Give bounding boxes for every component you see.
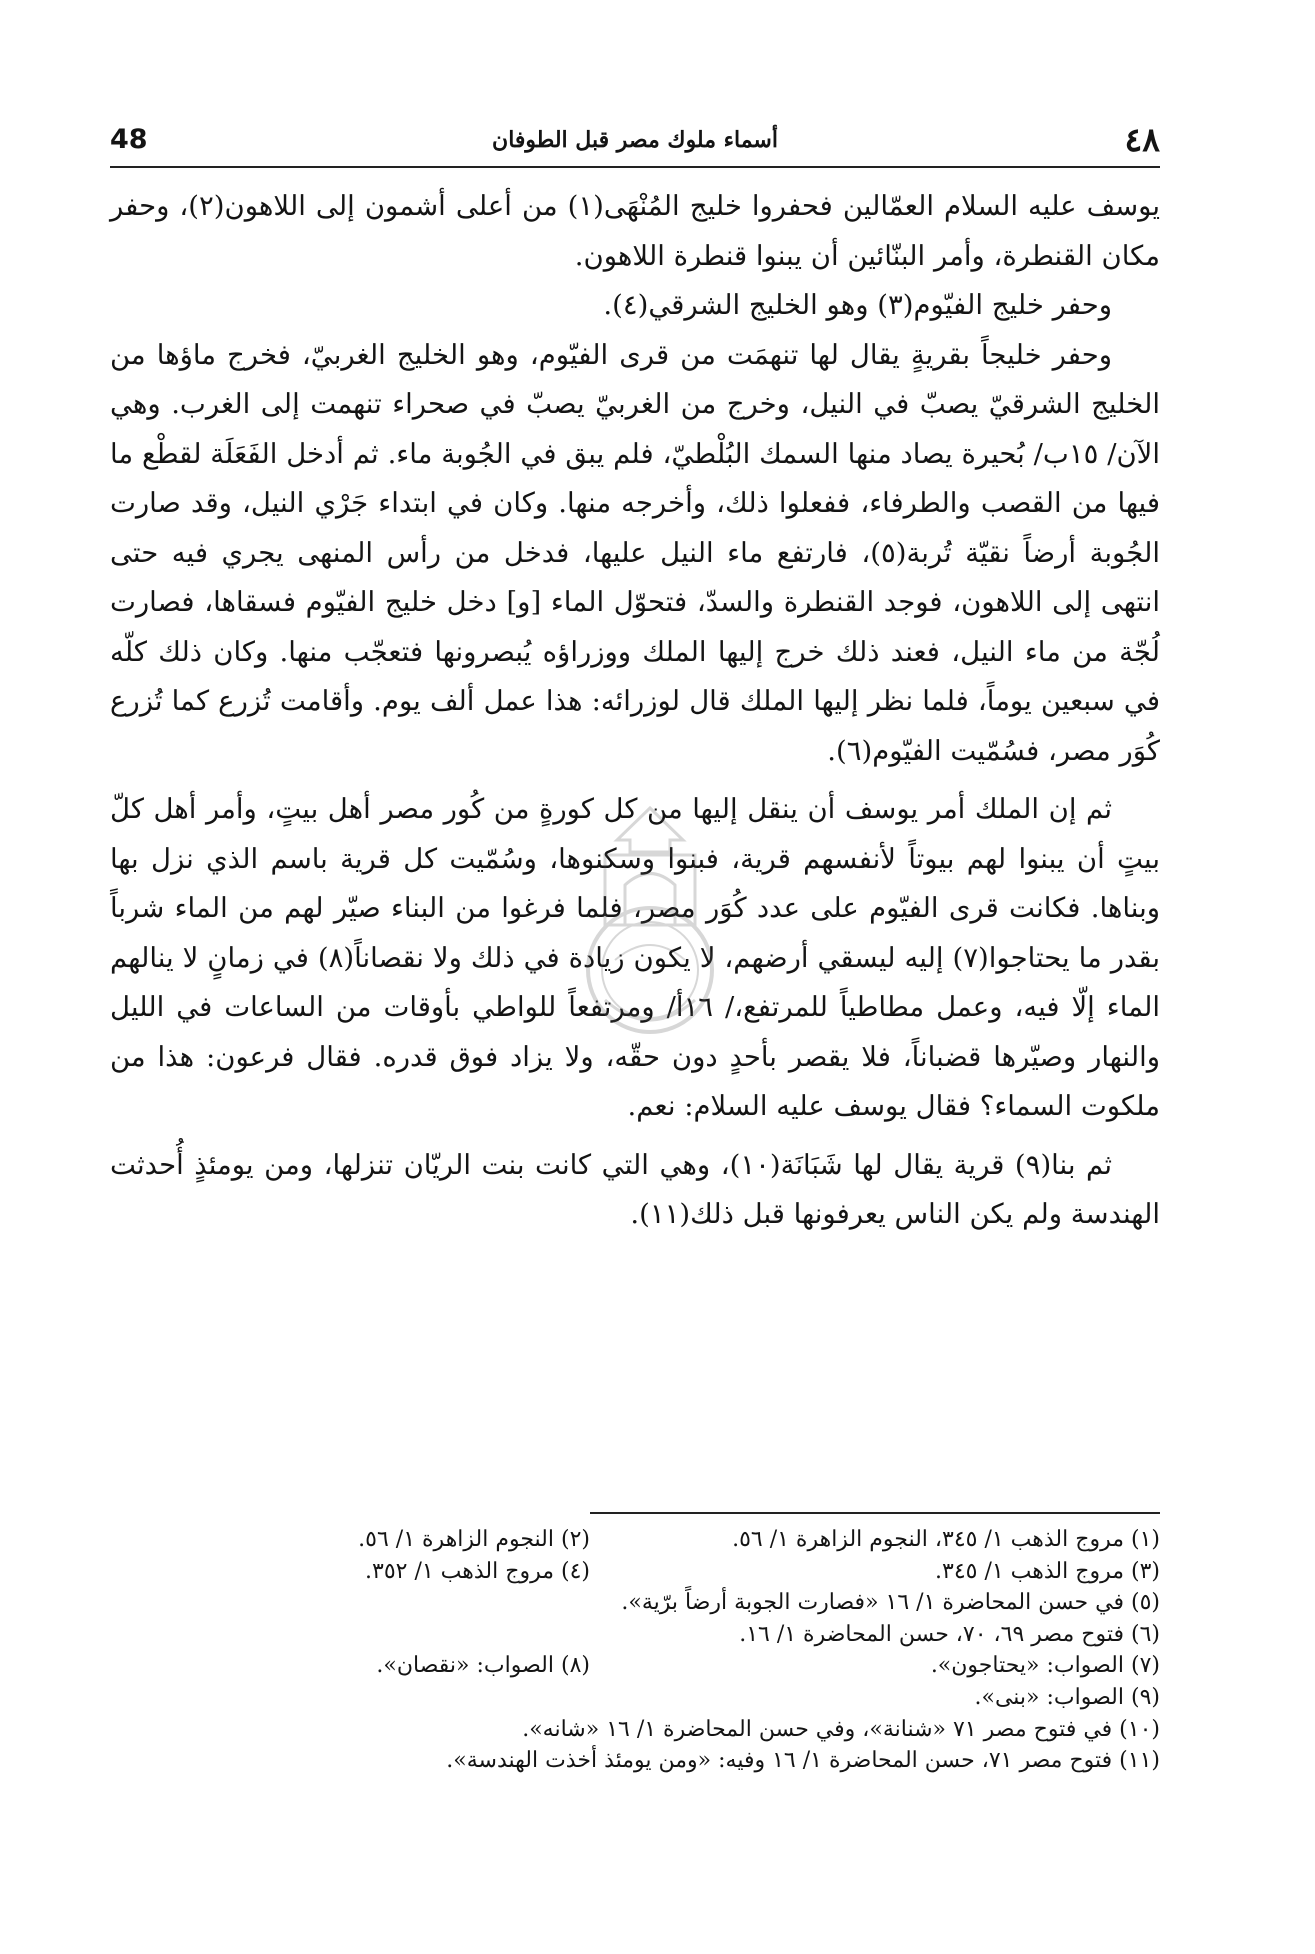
paragraph: وحفر خليج الفيّوم(٣) وهو الخليج الشرقي(٤). (603, 289, 1112, 321)
footnote-rule (590, 1512, 1160, 1514)
footnote: (١) مروج الذهب ١/ ٣٤٥، النجوم الزاهرة ١/ ٥٦. (732, 1527, 1160, 1552)
footnote-row (110, 1524, 1160, 1556)
footnote: (٧) الصواب: «يحتاجون». (930, 1653, 1160, 1679)
footnote: (٩) الصواب: «بنى». (974, 1684, 1160, 1710)
library-seal-watermark-icon (545, 800, 755, 1060)
paragraph: ثم إن الملك أمر يوسف أن ينقل إليها من كل كورةٍ من كُور مصر أهل بيتٍ، وأمر أهل كلّ بيتٍ أن يبنوا لهم بيوتاً لأنفسهم قرية، فبنوا وسكنوها، وسُمّيت كل قرية باسم الذي نزل بها وبناها. فكانت قرى الفيّوم على عدد كُوَر مصر، فلما فرغوا من البناء صيّر لهم من الماء شرباً بقدر ما يحتاجوا(٧) إليه ليسقي أرضهم، لا يكون زيادة في ذلك ولا نقصاناً(٨) في زمانٍ لا ينالهم الماء إلّا فيه، وعمل مطاطياً للمرتفع،/ ١٦أ/ ومرتفعاً للواطي بأوقات من الساعات في الليل والنهار وصيّرها قضباناً، فلا يقصر بأحدٍ دون حقّه، ولا يزاد فوق قدره. فقال فرعون: هذا من ملكوت السماء؟ فقال يوسف عليه السلام: نعم. (110, 793, 1161, 1122)
running-title: أسماء ملوك مصر قبل الطوفان (492, 127, 778, 153)
footnote: (٣) مروج الذهب ١/ ٣٤٥. (935, 1558, 1160, 1584)
footnote-row (110, 1650, 1160, 1682)
paragraph: ثم بنا(٩) قرية يقال لها شَبَانَة(١٠)، وهي التي كانت بنت الريّان تنزلها، ومن يومئذٍ أُحدثت الهندسة ولم يكن الناس يعرفونها قبل ذلك(١١). (110, 1148, 1160, 1230)
footnotes (110, 1524, 1160, 1777)
page-number-arabic: ٤٨ (1124, 120, 1160, 159)
page-header (110, 118, 1160, 168)
footnote: (٥) في حسن المحاضرة ١/ ١٦ «فصارت الجوبة أرضاً برّية». (621, 1590, 1160, 1616)
paragraph: يوسف عليه السلام العمّالين فحفروا خليج المُنْهَى(١) من أعلى أشمون إلى اللاهون(٢)، وحفر مكان القنطرة، وأمر البنّائين أن يبنوا قنطرة اللاهون. (110, 190, 1160, 272)
footnote-row (110, 1556, 1160, 1588)
paragraph: وحفر خليجاً بقريةٍ يقال لها تنهمَت من قرى الفيّوم، وهو الخليج الغربيّ، فخرج ماؤها من الخليج الشرقيّ يصبّ في النيل، وخرج من الغربيّ يصبّ في صحراء تنهمت إلى الغرب. وهي الآن/ ١٥ب/ بُحيرة يصاد منها السمك البُلْطيّ، فلم يبق في الجُوبة ماء. ثم أدخل الفَعَلَة لقطْع ما فيها من القصب والطرفاء، ففعلوا ذلك، وأخرجه منها. وكان في ابتداء جَرْي النيل، وقد صارت الجُوبة أرضاً نقيّة تُربة(٥)، فارتفع ماء النيل عليها، فدخل من رأس المنهى يجري فيه حتى انتهى إلى اللاهون، فوجد القنطرة والسدّ، فتحوّل الماء [و] دخل خليج الفيّوم فسقاها، فصارت لُجّة من ماء النيل، فعند ذلك خرج إليها الملك ووزراؤه يُبصرونها فتعجّب منها. وكان ذلك كلّه في سبعين يوماً، فلما نظر إليها الملك قال لوزرائه: هذا عمل ألف يوم. وأقامت تُزرع كما تُزرع كُوَر مصر، فسُمّيت الفيّوم(٦). (110, 338, 1160, 767)
footnote: (٨) الصواب: «نقصان». (376, 1653, 590, 1679)
footnote: (١٠) في فتوح مصر ٧١ «شنانة»، وفي حسن المحاضرة ١/ ١٦ «شانه». (522, 1716, 1160, 1742)
main-text (110, 182, 1160, 1240)
page-number-latin: 48 (110, 124, 148, 155)
footnote: (٤) مروج الذهب ١/ ٣٥٢. (365, 1558, 590, 1584)
footnote: (٦) فتوح مصر ٦٩، ٧٠، حسن المحاضرة ١/ ١٦. (739, 1621, 1160, 1647)
footnote: (٢) النجوم الزاهرة ١/ ٥٦. (358, 1527, 590, 1552)
header-rule (110, 166, 1160, 168)
footnote: (١١) فتوح مصر ٧١، حسن المحاضرة ١/ ١٦ وفيه: «ومن يومئذ أخذت الهندسة». (446, 1748, 1160, 1774)
